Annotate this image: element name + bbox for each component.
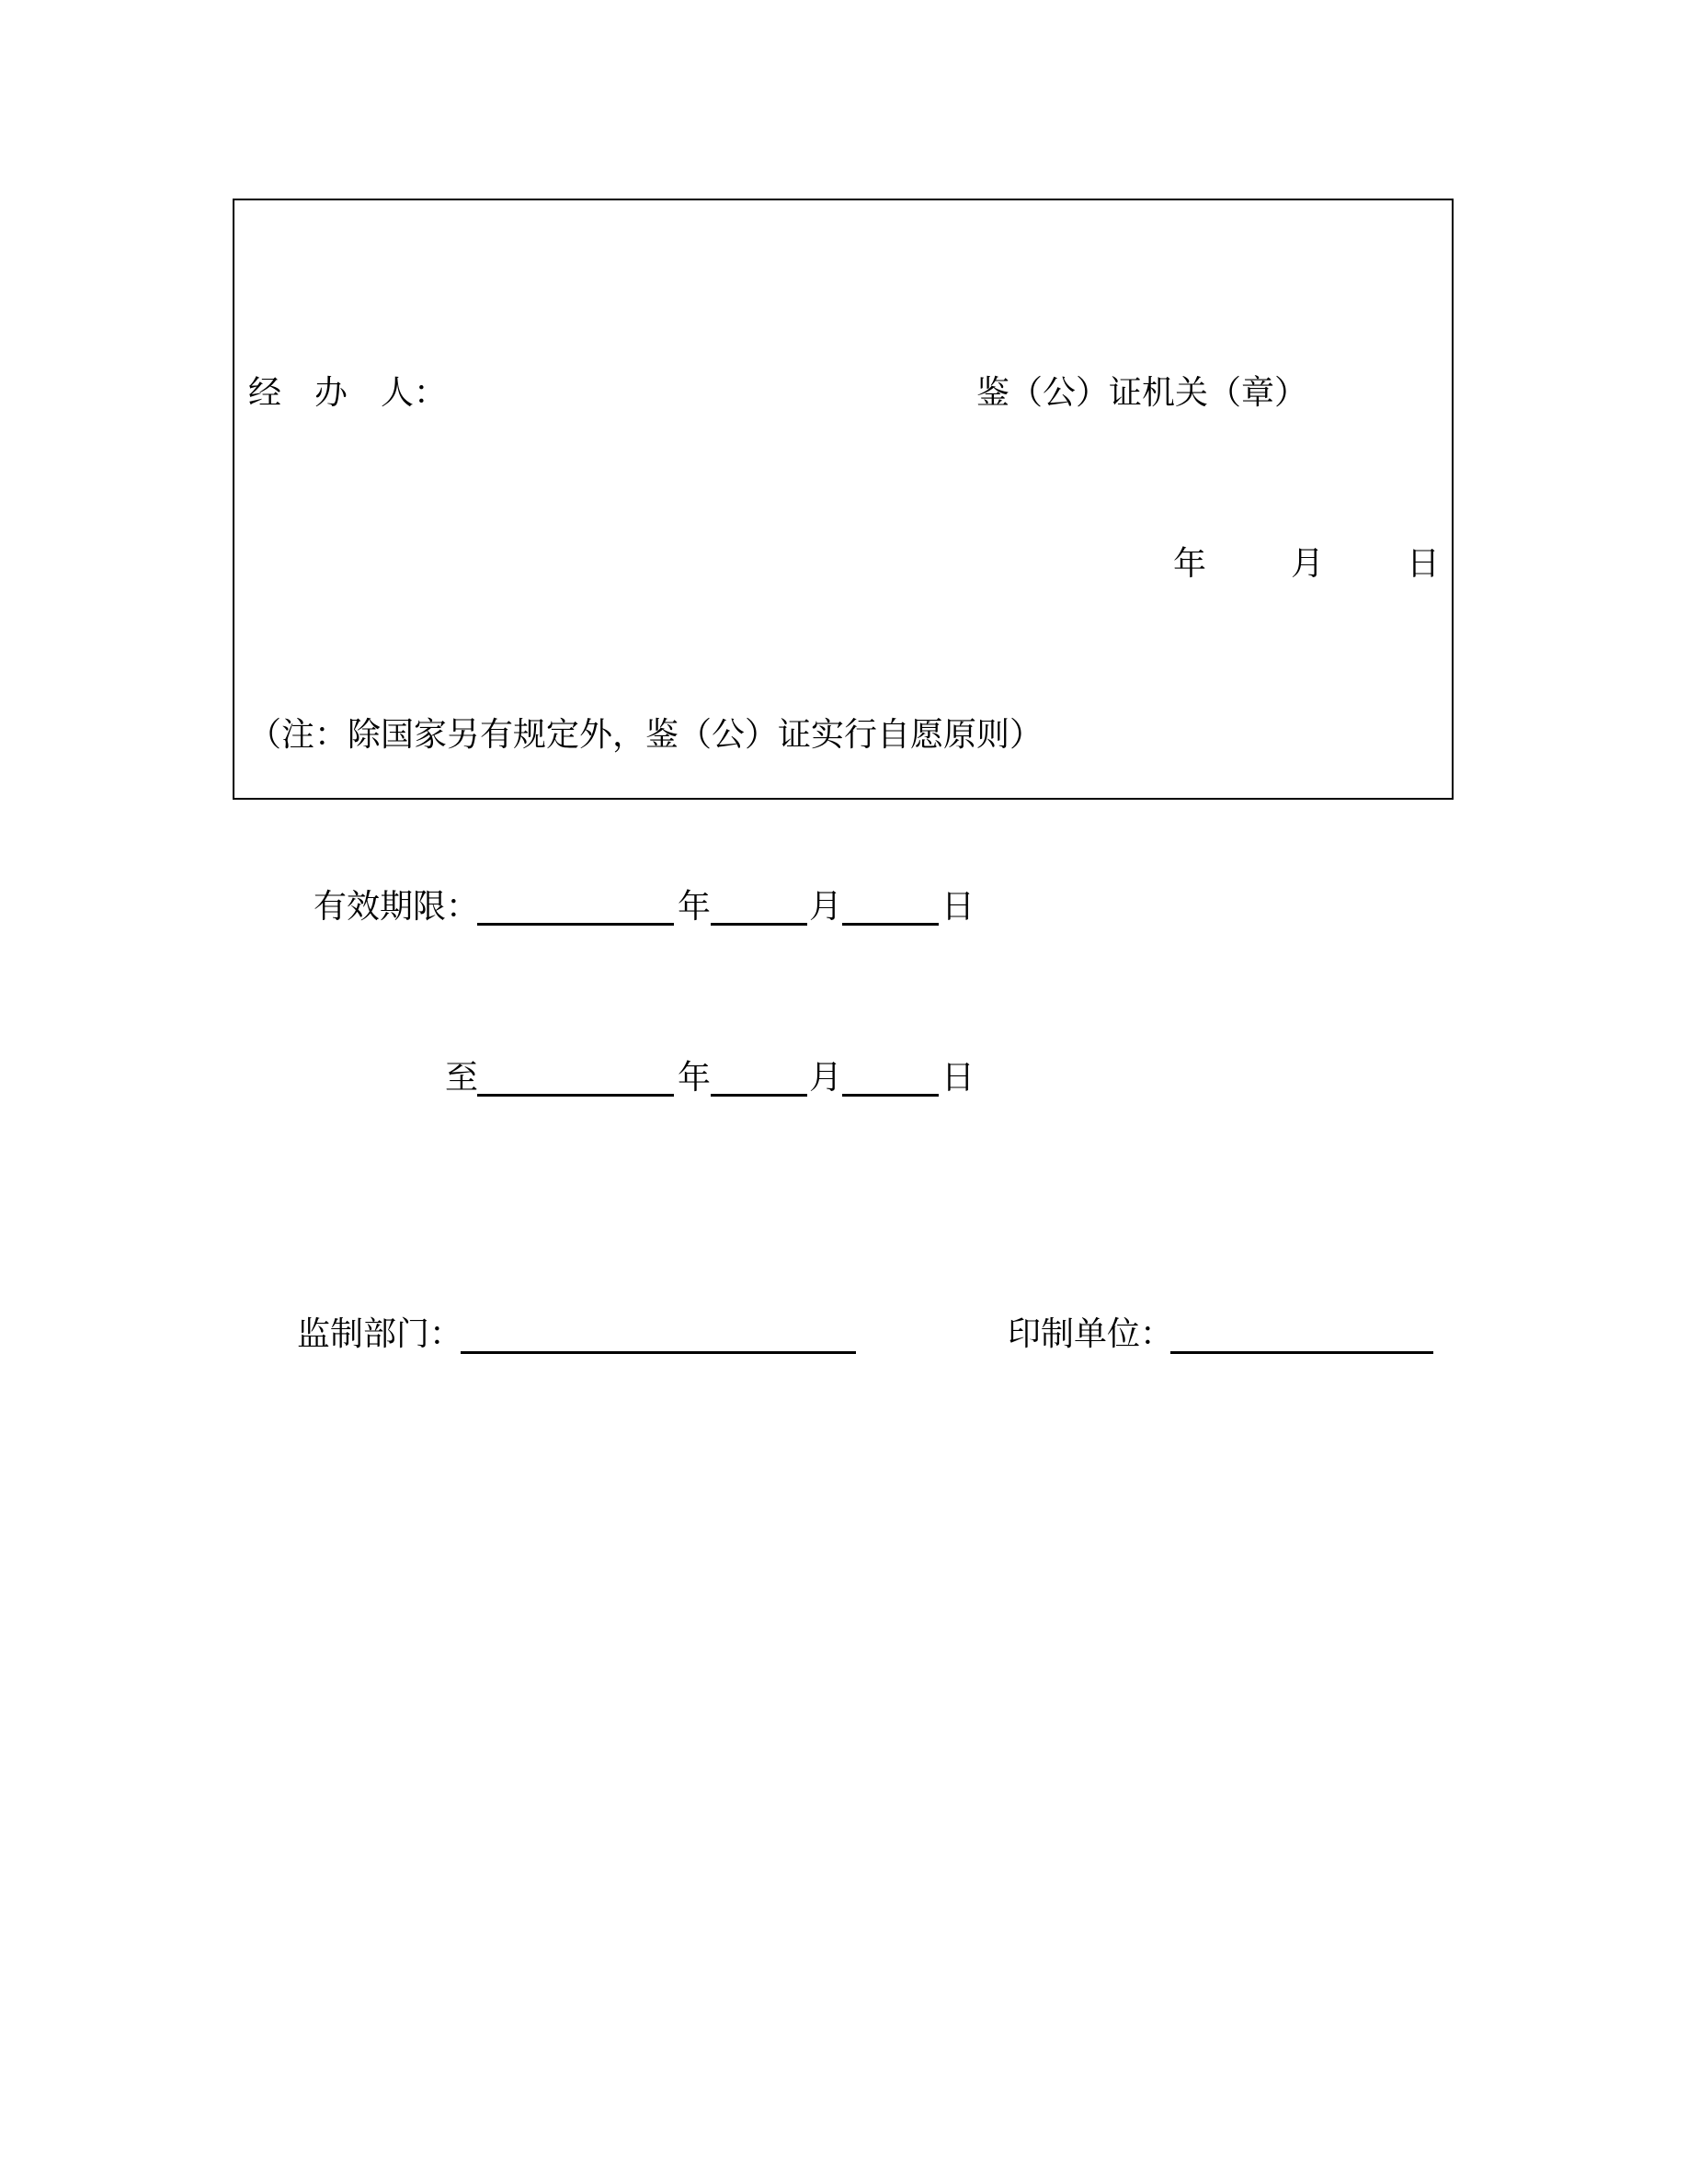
to-month-blank[interactable] (711, 1094, 807, 1097)
supervisor-label: 监制部门： (297, 1315, 463, 1353)
to-year-blank[interactable] (477, 1094, 674, 1097)
date-month-label: 月 (1291, 545, 1325, 583)
printer-blank[interactable] (1170, 1351, 1433, 1354)
to-month-label: 月 (809, 1059, 843, 1097)
from-year-blank[interactable] (477, 923, 674, 926)
date-day-label: 日 (1407, 545, 1441, 583)
note-text: （注：除国家另有规定外，鉴（公）证实行自愿原则） (248, 716, 1044, 754)
to-day-label: 日 (941, 1059, 975, 1097)
date-year-label: 年 (1173, 545, 1207, 583)
validity-label: 有效期限： (314, 888, 480, 926)
authority-seal-label: 鉴（公）证机关（章） (976, 374, 1308, 412)
to-year-label: 年 (678, 1059, 712, 1097)
validity-to-label: 至 (445, 1059, 479, 1097)
certificate-box (233, 199, 1454, 800)
from-day-label: 日 (941, 888, 975, 926)
to-day-blank[interactable] (842, 1094, 939, 1097)
from-year-label: 年 (678, 888, 712, 926)
printer-label: 印制单位： (1008, 1315, 1174, 1353)
supervisor-blank[interactable] (461, 1351, 856, 1354)
from-month-label: 月 (809, 888, 843, 926)
handler-label: 经 办 人： (248, 374, 448, 412)
from-day-blank[interactable] (842, 923, 939, 926)
from-month-blank[interactable] (711, 923, 807, 926)
